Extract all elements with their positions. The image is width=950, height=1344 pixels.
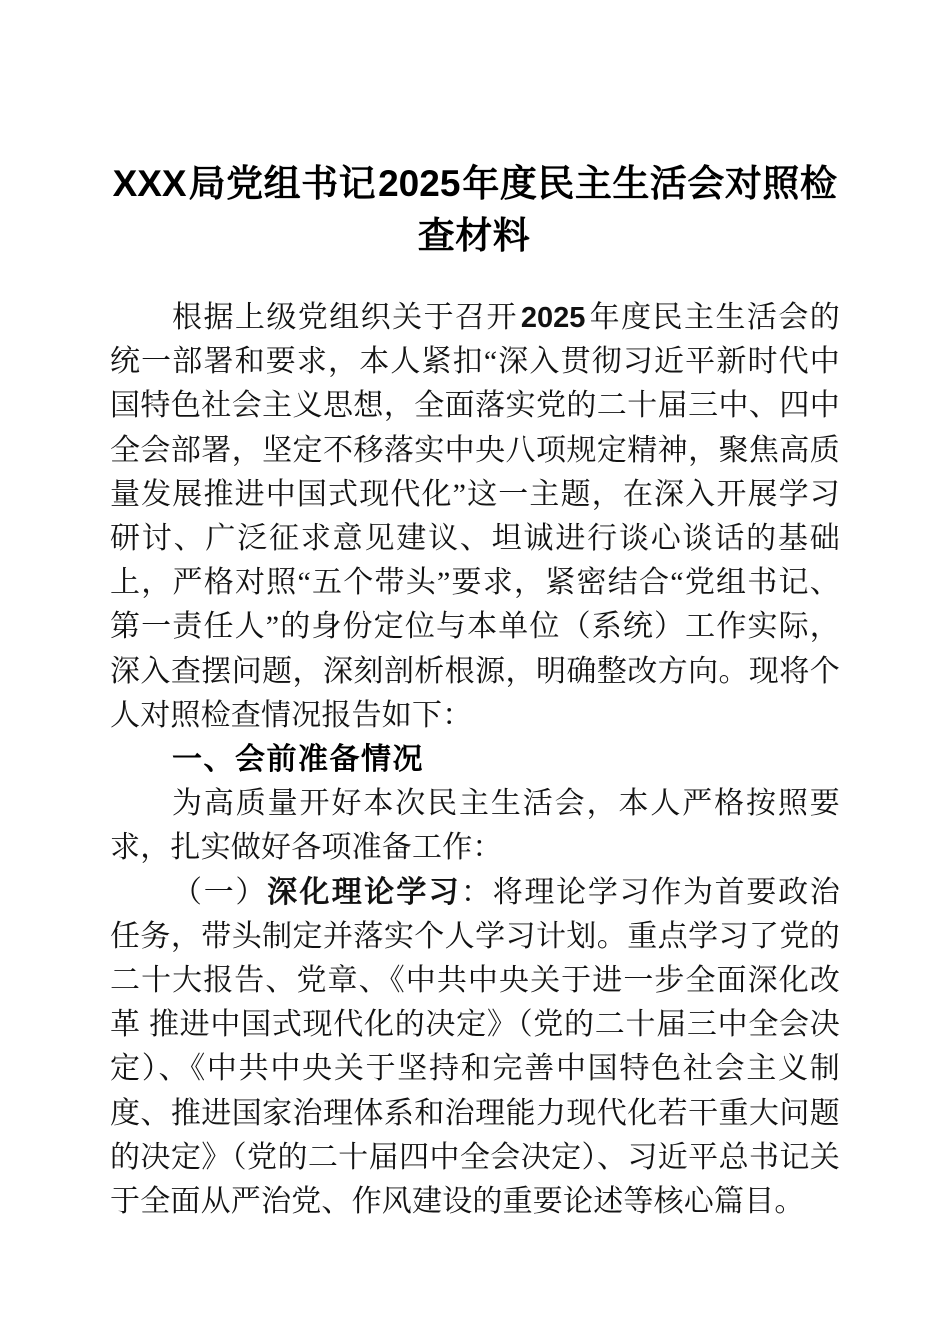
item-bold-lead-1-1: 深化理论学习 <box>267 875 461 909</box>
item-body-text-1-1: ：将理论学习作为首要政治任务，带头制定并落实个人学习计划。重点学习了党的二十大报告、党章、《中共中央关于进一步全面深化改革 推进中国式现代化的决定》（党的二十届三中全会决定）、《中共中央关于坚持和完善中国特色社会主义制度、推进国家治理体系和治理能力现代化若干重大问题的决定》（党的二十届四中全会决定）、习近平总书记关于全面从严治党、作风建设的重要论述等核心篇目。 <box>110 875 840 1219</box>
section-heading-1: 一、会前准备情况 <box>172 743 424 777</box>
title-line-2: 查材料 <box>417 216 531 257</box>
title-role-text: 局党组书记 <box>188 164 377 205</box>
intro-body-text: 年度民主生活会的统一部署和要求，本人紧扣“深入贯彻习近平新时代中国特色社会主义思想，全面落实党的二十届三中、四中全会部署，坚定不移落实中央八项规定精神，聚焦高质量发展推进中国式现代化”这一主题，在深入开展学习研讨、广泛征求意见建议、坦诚进行谈心谈话的基础上，严格对照“五个带头”要求，紧密结合“党组书记、第一责任人”的身份定位与本单位（系统）工作实际，深入查摆问题，深刻剖析根源，明确整改方向。现将个人对照检查情况报告如下： <box>110 301 840 732</box>
page-title <box>110 158 838 263</box>
item-marker-1-1: （一） <box>172 875 268 909</box>
title-year: 2025 <box>378 163 461 204</box>
document-body <box>110 296 840 1224</box>
title-tail-text: 年度民主生活会对照检 <box>462 164 838 205</box>
intro-year-number: 2025 <box>520 302 586 334</box>
paragraph-item-1-1 <box>110 871 840 1225</box>
intro-lead-text: 根据上级党组织关于召开 <box>172 301 518 334</box>
title-org-placeholder: XXX <box>112 163 187 204</box>
paragraph-section-1-intro: 为高质量开好本次民主生活会，本人严格按照要求，扎实做好各项准备工作： <box>110 787 840 865</box>
paragraph-intro <box>110 296 840 738</box>
